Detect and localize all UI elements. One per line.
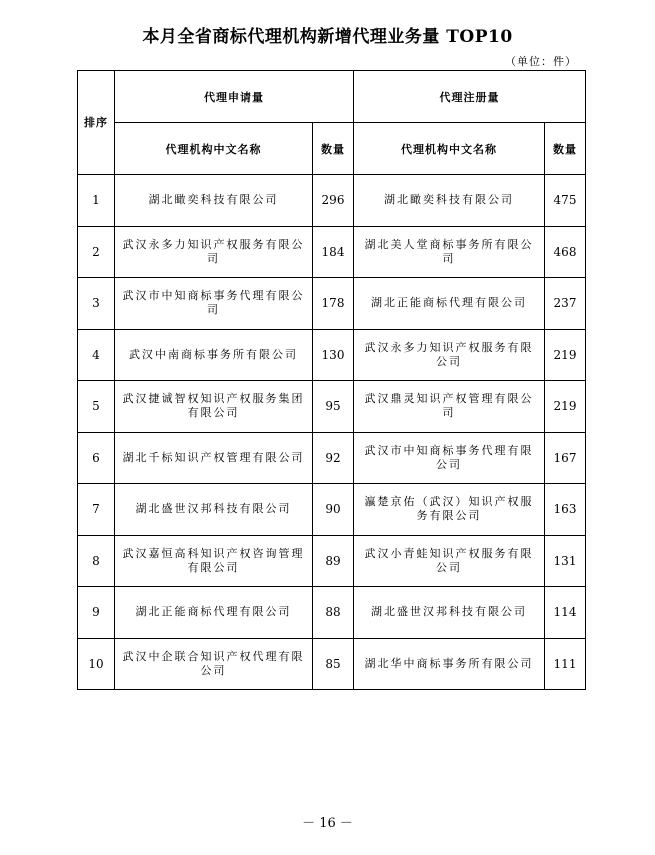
reg-agency-name-cell: 武汉市中知商标事务代理有限公司 [354, 432, 545, 484]
app-agency-name-cell: 武汉嘉恒高科知识产权咨询管理有限公司 [115, 535, 313, 587]
application-group-header: 代理申请量 [115, 71, 354, 123]
rank-cell: 9 [78, 587, 115, 639]
reg-agency-name-header: 代理机构中文名称 [354, 123, 545, 175]
table-row [78, 381, 586, 433]
rank-cell: 7 [78, 484, 115, 536]
rank-cell: 6 [78, 432, 115, 484]
reg-agency-name-cell: 瀛楚京佑（武汉）知识产权服务有限公司 [354, 484, 545, 536]
app-agency-name-cell: 湖北千标知识产权管理有限公司 [115, 432, 313, 484]
app-count-cell: 88 [313, 587, 354, 639]
rank-cell: 5 [78, 381, 115, 433]
app-count-cell: 184 [313, 226, 354, 278]
reg-count-cell: 114 [545, 587, 586, 639]
reg-agency-name-cell: 武汉鼎灵知识产权管理有限公司 [354, 381, 545, 433]
app-agency-name-cell: 湖北瞰奕科技有限公司 [115, 175, 313, 227]
app-count-cell: 89 [313, 535, 354, 587]
reg-count-cell: 475 [545, 175, 586, 227]
page-title: 本月全省商标代理机构新增代理业务量 TOP10 [142, 27, 513, 47]
app-count-cell: 92 [313, 432, 354, 484]
rank-cell: 8 [78, 535, 115, 587]
app-count-cell: 296 [313, 175, 354, 227]
app-count-cell: 178 [313, 278, 354, 330]
table-row [78, 638, 586, 690]
reg-count-header: 数量 [545, 123, 586, 175]
reg-count-cell: 219 [545, 381, 586, 433]
reg-count-cell: 163 [545, 484, 586, 536]
reg-agency-name-cell: 湖北华中商标事务所有限公司 [354, 638, 545, 690]
app-agency-name-header: 代理机构中文名称 [115, 123, 313, 175]
app-count-cell: 85 [313, 638, 354, 690]
table-row [78, 432, 586, 484]
table-row [78, 535, 586, 587]
reg-agency-name-cell: 湖北盛世汉邦科技有限公司 [354, 587, 545, 639]
rank-cell: 3 [78, 278, 115, 330]
app-agency-name-cell: 湖北盛世汉邦科技有限公司 [115, 484, 313, 536]
reg-agency-name-cell: 武汉永多力知识产权服务有限公司 [354, 329, 545, 381]
app-agency-name-cell: 武汉市中知商标事务代理有限公司 [115, 278, 313, 330]
app-count-cell: 130 [313, 329, 354, 381]
reg-count-cell: 167 [545, 432, 586, 484]
reg-agency-name-cell: 湖北瞰奕科技有限公司 [354, 175, 545, 227]
rank-cell: 4 [78, 329, 115, 381]
rank-cell: 10 [78, 638, 115, 690]
app-agency-name-cell: 武汉捷诚智权知识产权服务集团有限公司 [115, 381, 313, 433]
app-agency-name-cell: 武汉中企联合知识产权代理有限公司 [115, 638, 313, 690]
rank-cell: 2 [78, 226, 115, 278]
rank-column-header: 排序 [78, 71, 115, 175]
table-row [78, 484, 586, 536]
app-agency-name-cell: 武汉中南商标事务所有限公司 [115, 329, 313, 381]
reg-count-cell: 468 [545, 226, 586, 278]
table-row [78, 278, 586, 330]
registration-group-header: 代理注册量 [354, 71, 586, 123]
table-row [78, 587, 586, 639]
unit-label: （单位：件） [505, 55, 577, 68]
app-count-header: 数量 [313, 123, 354, 175]
ranking-table [77, 70, 586, 690]
reg-count-cell: 237 [545, 278, 586, 330]
app-agency-name-cell: 武汉永多力知识产权服务有限公司 [115, 226, 313, 278]
reg-agency-name-cell: 武汉小青蛙知识产权服务有限公司 [354, 535, 545, 587]
reg-agency-name-cell: 湖北美人堂商标事务所有限公司 [354, 226, 545, 278]
reg-count-cell: 219 [545, 329, 586, 381]
reg-count-cell: 131 [545, 535, 586, 587]
table-row [78, 329, 586, 381]
table-row [78, 226, 586, 278]
app-agency-name-cell: 湖北正能商标代理有限公司 [115, 587, 313, 639]
rank-cell: 1 [78, 175, 115, 227]
reg-agency-name-cell: 湖北正能商标代理有限公司 [354, 278, 545, 330]
app-count-cell: 95 [313, 381, 354, 433]
reg-count-cell: 111 [545, 638, 586, 690]
page-number: － 16 － [302, 816, 353, 831]
app-count-cell: 90 [313, 484, 354, 536]
table-row [78, 175, 586, 227]
